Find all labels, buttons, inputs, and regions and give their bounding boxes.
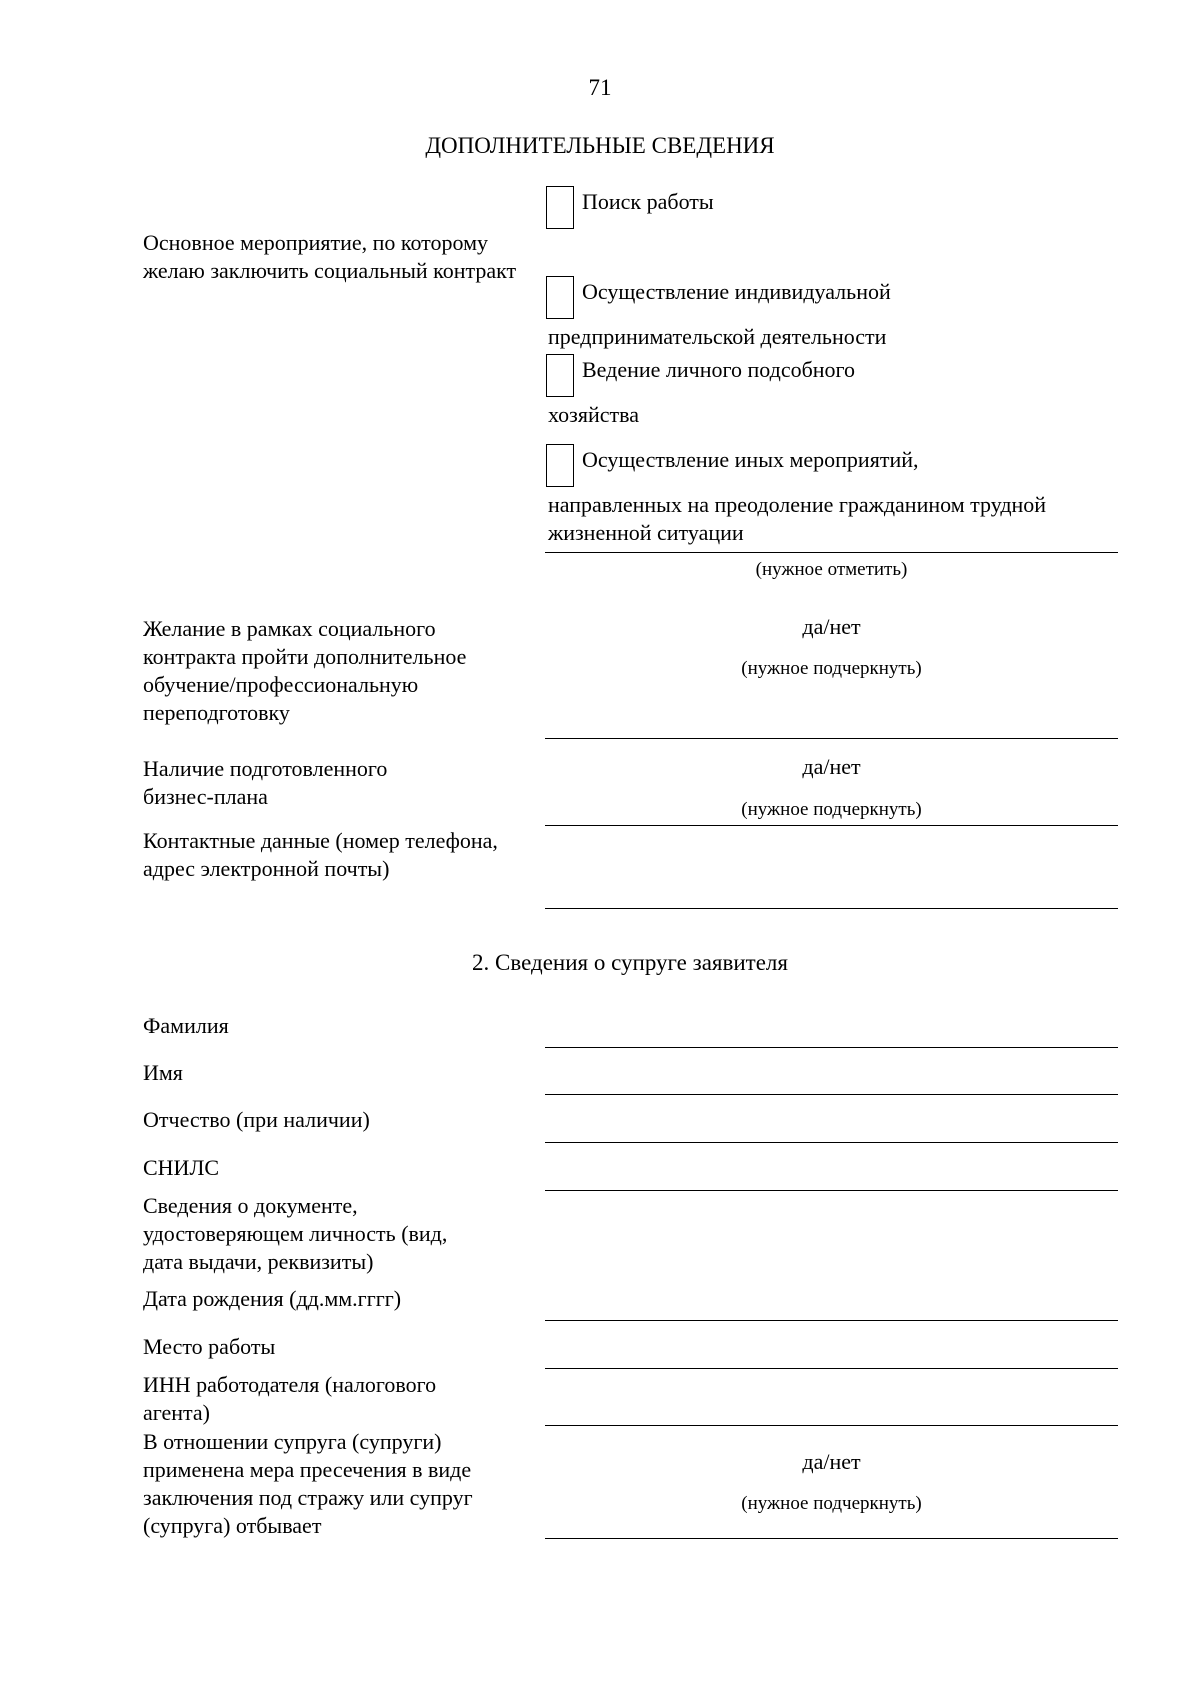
snils-label: СНИЛС <box>143 1155 220 1180</box>
mark-hint: (нужное отметить) <box>755 559 908 580</box>
option-subsidiary-farming-checkbox[interactable] <box>546 354 574 397</box>
surname-label: Фамилия <box>143 1013 229 1038</box>
option-subsidiary-farming-continuation: хозяйства <box>548 402 639 427</box>
option-job-search-checkbox[interactable] <box>546 186 574 229</box>
patronymic-field[interactable] <box>545 1142 1118 1143</box>
option-entrepreneurship-continuation: предпринимательской деятельности <box>548 324 887 349</box>
employer-inn-field[interactable] <box>545 1425 1118 1426</box>
snils-field[interactable] <box>545 1190 1118 1191</box>
options-underline <box>545 552 1118 553</box>
workplace-label: Место работы <box>143 1334 276 1359</box>
contacts-field[interactable] <box>545 908 1118 909</box>
main-activity-label: Основное мероприятие, по которому желаю заключить социальный контракт <box>143 230 517 283</box>
option-subsidiary-farming-label: Ведение личного подсобного <box>582 357 856 382</box>
option-job-search-label: Поиск работы <box>582 189 714 214</box>
surname-field[interactable] <box>545 1047 1118 1048</box>
page-number: 71 <box>588 75 612 100</box>
option-entrepreneurship-checkbox[interactable] <box>546 276 574 319</box>
training-label: Желание в рамках социального контракта пройти дополнительное обучение/профессиональную переподготовку <box>143 616 467 725</box>
birth-date-field[interactable] <box>545 1320 1118 1321</box>
detention-yes-no[interactable]: да/нет <box>802 1449 861 1474</box>
training-hint: (нужное подчеркнуть) <box>741 658 922 679</box>
business-plan-label: Наличие подготовленного бизнес-плана <box>143 756 388 809</box>
section2-title: 2. Сведения о супруге заявителя <box>472 950 788 975</box>
option-other-activities-label: Осуществление иных мероприятий, <box>582 447 919 472</box>
business-plan-yes-no[interactable]: да/нет <box>802 754 861 779</box>
detention-label: В отношении супруга (супруги) применена мера пресечения в виде заключения под стражу или супруг (супруга) отбывает <box>143 1429 473 1538</box>
option-other-activities-continuation: направленных на преодоление гражданином трудной жизненной ситуации <box>548 492 1047 545</box>
option-other-activities-checkbox[interactable] <box>546 444 574 487</box>
detention-hint: (нужное подчеркнуть) <box>741 1493 922 1514</box>
patronymic-label: Отчество (при наличии) <box>143 1107 370 1132</box>
employer-inn-label: ИНН работодателя (налогового агента) <box>143 1372 437 1425</box>
id-document-label: Сведения о документе, удостоверяющем личность (вид, дата выдачи, реквизиты) <box>143 1193 448 1274</box>
training-yes-no[interactable]: да/нет <box>802 614 861 639</box>
name-label: Имя <box>143 1060 183 1085</box>
contacts-label: Контактные данные (номер телефона, адрес электронной почты) <box>143 828 498 881</box>
page-title: ДОПОЛНИТЕЛЬНЫЕ СВЕДЕНИЯ <box>425 133 775 158</box>
option-entrepreneurship-label: Осуществление индивидуальной <box>582 279 891 304</box>
name-field[interactable] <box>545 1094 1118 1095</box>
workplace-field[interactable] <box>545 1368 1118 1369</box>
business-plan-underline <box>545 825 1118 826</box>
training-underline <box>545 738 1118 739</box>
birth-date-label: Дата рождения (дд.мм.гггг) <box>143 1286 402 1311</box>
detention-underline <box>545 1538 1118 1539</box>
business-plan-hint: (нужное подчеркнуть) <box>741 799 922 820</box>
